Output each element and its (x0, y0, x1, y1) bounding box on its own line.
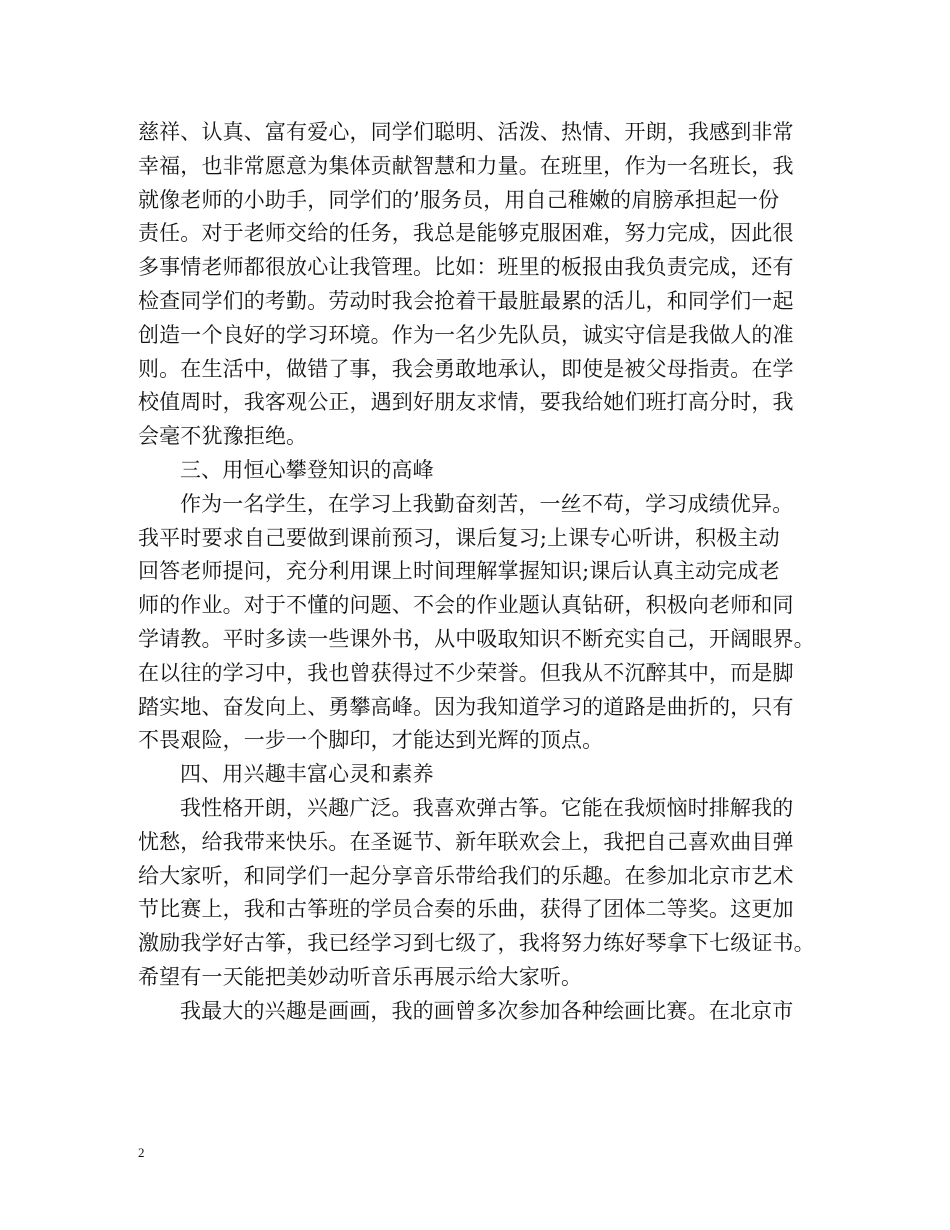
text-line: 节比赛上，我和古筝班的学员合奏的乐曲，获得了团体二等奖。这更加 (138, 897, 794, 922)
text-line: 三、用恒心攀登知识的高峰 (180, 457, 434, 482)
text-line: 四、用兴趣丰富心灵和素养 (180, 762, 434, 787)
text-line: 在以往的学习中，我也曾获得过不少荣誉。但我从不沉醉其中，而是脚 (138, 660, 794, 685)
text-line: 忧愁，给我带来快乐。在圣诞节、新年联欢会上，我把自己喜欢曲目弹 (138, 829, 794, 854)
text-line: 我最大的兴趣是画画，我的画曾多次参加各种绘画比赛。在北京市 (180, 998, 794, 1023)
text-line: 就像老师的小助手，同学们的’服务员，用自己稚嫩的肩膀承担起一份 (138, 187, 780, 212)
text-line: 给大家听，和同学们一起分享音乐带给我们的乐趣。在参加北京市艺术 (138, 863, 794, 888)
page-number: 2 (138, 1145, 145, 1160)
text-line: 踏实地、奋发向上、勇攀高峰。因为我知道学习的道路是曲折的，只有 (138, 694, 794, 719)
text-line: 责任。对于老师交给的任务，我总是能够克服困难，努力完成，因此很 (138, 221, 794, 246)
text-line: 创造一个良好的学习环境。作为一名少先队员，诚实守信是我做人的准 (138, 322, 794, 347)
text-line: 我性格开朗，兴趣广泛。我喜欢弹古筝。它能在我烦恼时排解我的 (180, 795, 794, 820)
text-line: 我平时要求自己要做到课前预习，课后复习;上课专心听讲，积极主动 (138, 525, 780, 550)
text-line: 激励我学好古筝，我已经学习到七级了，我将努力练好琴拿下七级证书。 (138, 931, 815, 956)
text-line: 作为一名学生，在学习上我勤奋刻苦，一丝不苟，学习成绩优异。 (180, 491, 794, 516)
body-text (138, 116, 818, 1029)
text-line: 多事情老师都很放心让我管理。比如：班里的板报由我负责完成，还有 (138, 255, 794, 280)
text-line: 校值周时，我客观公正，遇到好朋友求情，要我给她们班打高分时，我 (138, 390, 794, 415)
text-line: 则。在生活中，做错了事，我会勇敢地承认，即使是被父母指责。在学 (138, 356, 794, 381)
text-line: 回答老师提问，充分利用课上时间理解掌握知识;课后认真主动完成老 (138, 559, 780, 584)
text-line: 学请教。平时多读一些课外书，从中吸取知识不断充实自己，开阔眼界。 (138, 626, 815, 651)
text-line: 幸福，也非常愿意为集体贡献智慧和力量。在班里，作为一名班长，我 (138, 153, 794, 178)
text-line: 不畏艰险，一步一个脚印，才能达到光辉的顶点。 (138, 728, 604, 753)
text-line: 慈祥、认真、富有爱心，同学们聪明、活泼、热情、开朗，我感到非常 (138, 120, 794, 144)
text-line: 检查同学们的考勤。劳动时我会抢着干最脏最累的活儿，和同学们一起 (138, 288, 794, 313)
text-line: 师的作业。对于不懂的问题、不会的作业题认真钻研，积极向老师和同 (138, 593, 794, 618)
text-line: 会毫不犹豫拒绝。 (138, 424, 308, 449)
text-line: 希望有一天能把美妙动听音乐再展示给大家听。 (138, 964, 583, 989)
